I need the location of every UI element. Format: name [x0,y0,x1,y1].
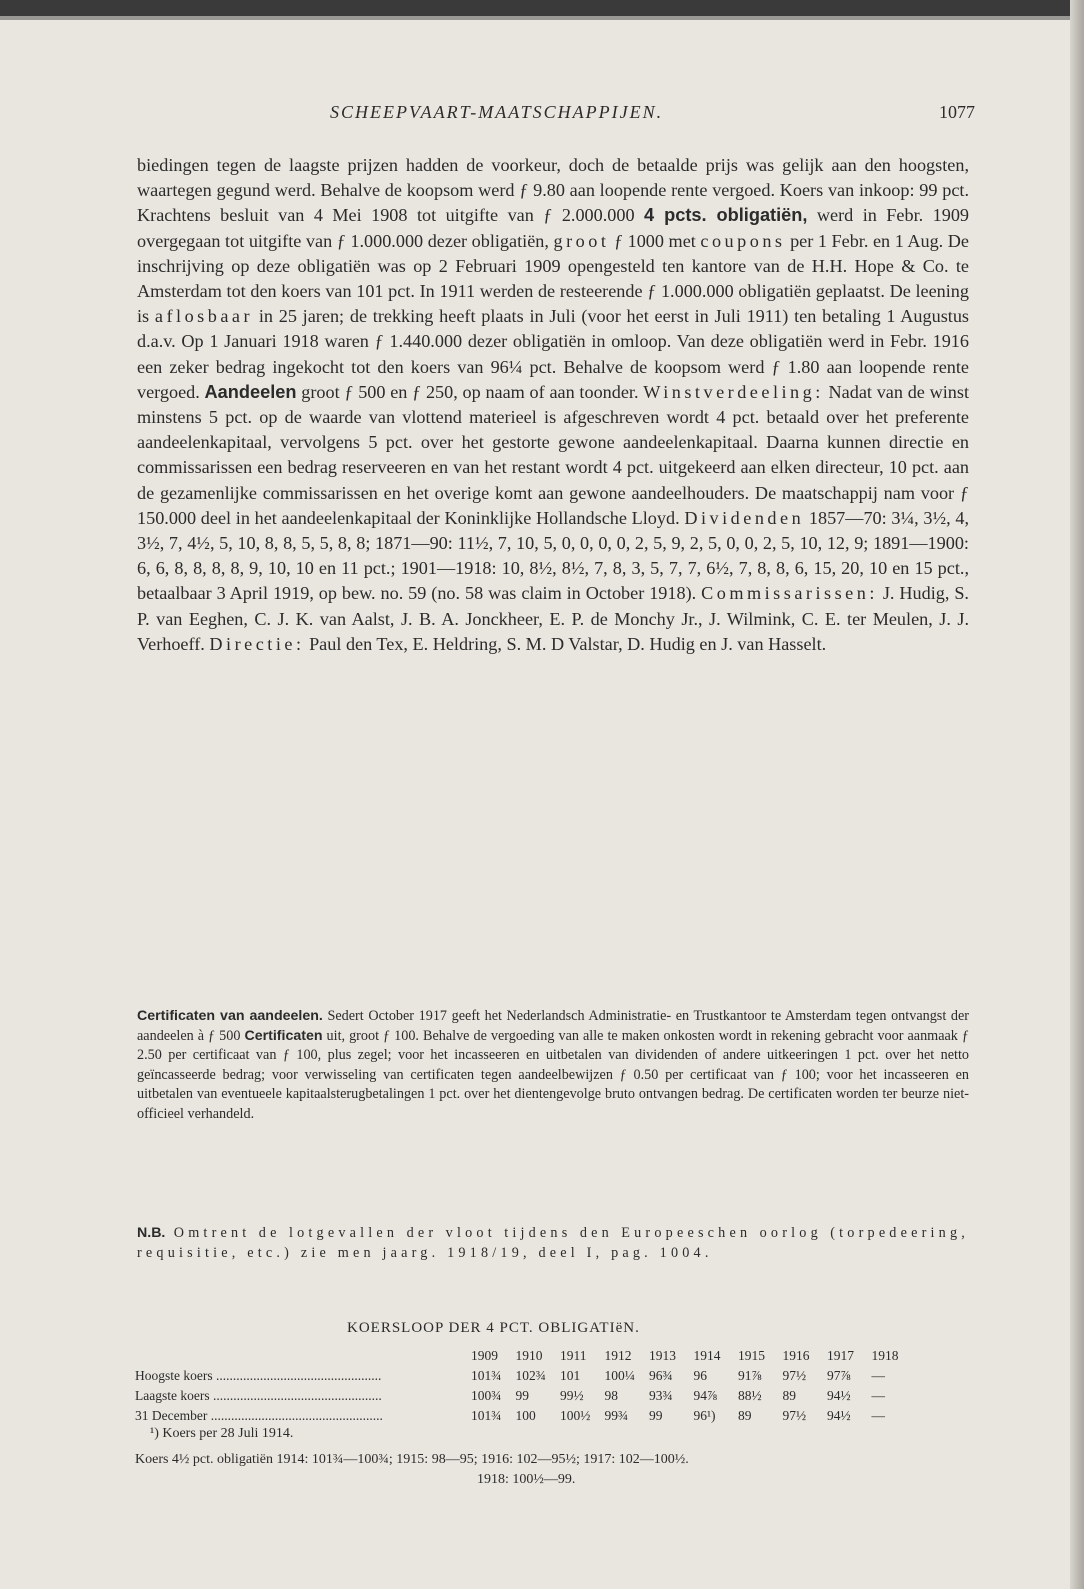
row-label-text: Hoogste koers [135,1368,213,1383]
table-cell: 100 [515,1408,536,1423]
table-cell: 99 [649,1408,663,1423]
bold-term-certificaten: Certificaten [244,1027,323,1044]
table-cell: 98 [604,1388,618,1403]
nb-text: Omtrent de lotgevallen der vloot tijdens den Europeeschen oorlog (torpedeering, requisitie, etc.) zie men jaarg. 1918/19, deel I, pag. 1004. [137,1225,969,1261]
table-cell: — [871,1388,885,1403]
table-cell: 100½ [560,1408,591,1423]
nb-paragraph [137,1223,969,1263]
page-right-edge [1070,0,1084,1589]
spaced-term-winstverdeeling: Winstverdeeling: [643,381,824,402]
table-cell: 94½ [827,1388,851,1403]
nb-label: N.B. [137,1225,166,1241]
bold-term-obligatien: 4 pcts. obligatiën, [644,205,808,226]
koers-line-2: 1918: 100½—99. [477,1472,576,1487]
text-segment: werd in Febr. 1909 overgegaan tot uitgifte van ƒ 1.000.000 dezer obligatiën, [137,205,970,251]
table-cell: 96¾ [649,1368,673,1383]
year-header: 1912 [604,1348,632,1363]
table-cell: 99¾ [604,1408,629,1423]
text-segment: Paul den Tex, E. Heldring, S. M. D Valstar, D. Hudig en J. van Hasselt. [304,633,827,654]
spaced-term-directie: Directie: [209,633,305,654]
table-header-blank [135,1344,471,1364]
table-cell: 97½ [782,1408,807,1423]
year-header: 1917 [827,1348,854,1363]
text-segment: per 1 Febr. en 1 Aug. De inschrijving op deze obligatiën was op 2 Februari 1909 opengesteld ten kantore van de H.H. Hope & Co. te Amsterdam tot den koers van 101 pct. In 1911 werden de resteerende ƒ 1.000.000 obligatiën geplaatst. De leening is [137,230,969,327]
year-header: 1914 [693,1348,721,1363]
table-cell: 102¾ [515,1368,546,1383]
main-paragraph [137,153,969,657]
text-segment: biedingen tegen de laagste prijzen hadden de voorkeur, doch de betaalde prijs was gelijk aan den hoogsten, waartegen gegund werd. Behalve de koopsom werd ƒ 9.80 aan loopende rente vergoed. Koers van inkoop: 99 pct. Krachtens besluit van 4 Mei 1908 tot uitgifte van ƒ 2.000.000 [137,155,969,226]
table-cell: 101¾ [471,1408,502,1423]
table-cell: 100¼ [604,1368,635,1383]
text-segment: ƒ 1000 met [609,230,701,251]
table-row [135,1404,916,1424]
scan-top-border [0,0,1084,16]
text-segment: J. Hudig, S. P. van Eeghen, C. J. K. van Aalst, J. B. A. Jonckheer, E. P. de Monchy Jr., J. Wilmink, C. E. ter Meulen, J. J. Verhoeff. [137,583,969,654]
nb-section [137,1223,969,1263]
table-cell: 97⅞ [827,1368,851,1383]
text-segment: uit, groot ƒ 100. Behalve de vergoeding van alle te maken onkosten wordt in rekening gebracht voor aanmaak ƒ 2.50 per certificaat van ƒ 100, plus zegel; voor het incasseeren en uitbetalen van dividenden of andere uitkeeringen 1 pct. over het netto geïncasseerde bedrag; voor verwisseling van certificaten tegen aandeelbewijzen ƒ 0.50 per certificaat van ƒ 100; voor het incasseeren en uitbetalen van eventueele kapitaalsterugbetalingen 1 pct. over het dientengevolge bruto ontvangen bedrag. De certificaten worden ter beurze niet-officieel verhandeld. [137,1027,970,1122]
scan-top-shadow [0,16,1084,20]
table-cell: 99½ [560,1388,584,1403]
table-row [135,1364,916,1384]
bold-term-aandeelen: Aandeelen [204,381,297,402]
table-cell: 88½ [738,1388,762,1403]
table-cell: 97½ [782,1368,807,1383]
spaced-term-coupons: coupons [700,230,786,251]
koers-line-1: Koers 4½ pct. obligatiën 1914: 101¾—100¾; 1915: 98—95; 1916: 102—95½; 1917: 102—100½. [135,1452,689,1467]
spaced-term-groot: groot [553,230,610,251]
table-footnote: ¹) Koers per 28 Juli 1914. [150,1426,294,1441]
spaced-term-commissarissen: Commissarissen: [701,583,878,604]
table-row [135,1384,916,1404]
year-header: 1913 [649,1348,676,1363]
running-title: SCHEEPVAART-MAATSCHAPPIJEN. [330,102,664,122]
year-header: 1918 [871,1348,899,1363]
spaced-term-dividenden: Dividenden [684,507,805,528]
year-header: 1916 [782,1348,810,1363]
table-cell: 101 [560,1368,581,1383]
table-cell: 93¾ [649,1388,673,1403]
row-label [135,1384,471,1404]
text-segment: Sedert October 1917 geeft het Nederlandsch Administratie- en Trustkantoor te Amsterdam tegen ontvangst der aandeelen à ƒ 500 [137,1008,969,1044]
text-segment: groot ƒ 500 en ƒ 250, op naam of aan toonder. [296,381,644,402]
main-text-block [137,153,969,657]
year-header: 1911 [560,1348,587,1363]
certificaten-section [137,1007,969,1124]
table-cell: — [871,1408,885,1423]
spaced-term-aflosbaar: aflosbaar [154,306,254,327]
certificaten-heading: Certificaten van aandeelen. [137,1008,323,1024]
leader-dots: .................................................. [212,1388,382,1403]
table-cell: 96 [693,1368,707,1383]
table-cell: 96¹) [693,1408,716,1423]
year-header: 1910 [515,1348,543,1363]
table-cell: 100¾ [471,1388,502,1403]
year-header: 1915 [738,1348,765,1363]
table-cell: 94⅞ [693,1388,718,1403]
text-segment: Nadat van de winst minstens 5 pct. op de waarde van vlottend materieel is afgeschreven wordt 4 pct. betaald over het preferente aandeelenkapitaal, vervolgens 5 pct. over het gestorte gewone aandeelenkapitaal. Daarna kunnen directie en commissarissen een bedrag reserveeren en van het restant wordt 4 pct. uitgekeerd aan elken directeur, 10 pct. aan de gezamenlijke commissarissen en het overige komt aan gewone aandeelhouders. De maatschappij nam voor ƒ 150.000 deel in het aandeelenkapitaal der Koninklijke Hollandsche Lloyd. [137,381,970,528]
row-label-text: 31 December [135,1408,208,1423]
text-segment: 1857—70: 3¼, 3½, 4, 3½, 7, 4½, 5, 10, 8, 8, 5, 5, 8, 8; 1871—90: 11½, 7, 10, 5, 0, 0, 0, 0, 2, 5, 9, 2, 5, 0, 0, 2, 5, 10, 12, 9; 1891—1900: 6, 6, 8, 8, 8, 8, 9, 10, 10 en 11 pct.; 1901—1918: 10, 8½, 8½, 7, 8, 3, 5, 7, 7, 6½, 7, 8, 8, 6, 15, 20, 10 en 15 pct., betaalbaar 3 April 1919, op bew. no. 59 (no. 58 was claim in October 1918). [137,507,969,604]
table-cell: 91⅞ [738,1368,762,1383]
table-cell: 89 [738,1408,752,1423]
table-cell: 101¾ [471,1368,502,1383]
leader-dots: ................................................. [216,1368,382,1383]
text-segment: in 25 jaren; de trekking heeft plaats in Juli (voor het eerst in Juli 1911) ten betaling 1 Augustus d.a.v. Op 1 Januari 1918 waren ƒ 1.440.000 dezer obligatiën in omloop. Van deze obligatiën werd in Febr. 1916 een zeker bedrag ingekocht tot den koers van 96¼ pct. Behalve de koopsom werd ƒ 1.80 aan loopende rente vergoed. [137,306,969,402]
page-number: 1077 [939,102,975,122]
koers-4-5-pct-note [135,1450,975,1490]
table-cell: 89 [782,1388,796,1403]
leader-dots: ................................................... [210,1408,383,1423]
koersloop-title: KOERSLOOP DER 4 PCT. OBLIGATIëN. [347,1320,640,1336]
row-label [135,1364,471,1384]
koersloop-table [135,1344,916,1424]
table-cell: 94½ [827,1408,851,1423]
year-header: 1909 [471,1348,498,1363]
row-label-text: Laagste koers [135,1388,210,1403]
table-header-row [135,1344,916,1364]
certificaten-paragraph [137,1007,969,1124]
table-cell: — [871,1368,885,1383]
table-cell: 99 [515,1388,529,1403]
row-label [135,1404,471,1424]
page-header [135,100,975,130]
